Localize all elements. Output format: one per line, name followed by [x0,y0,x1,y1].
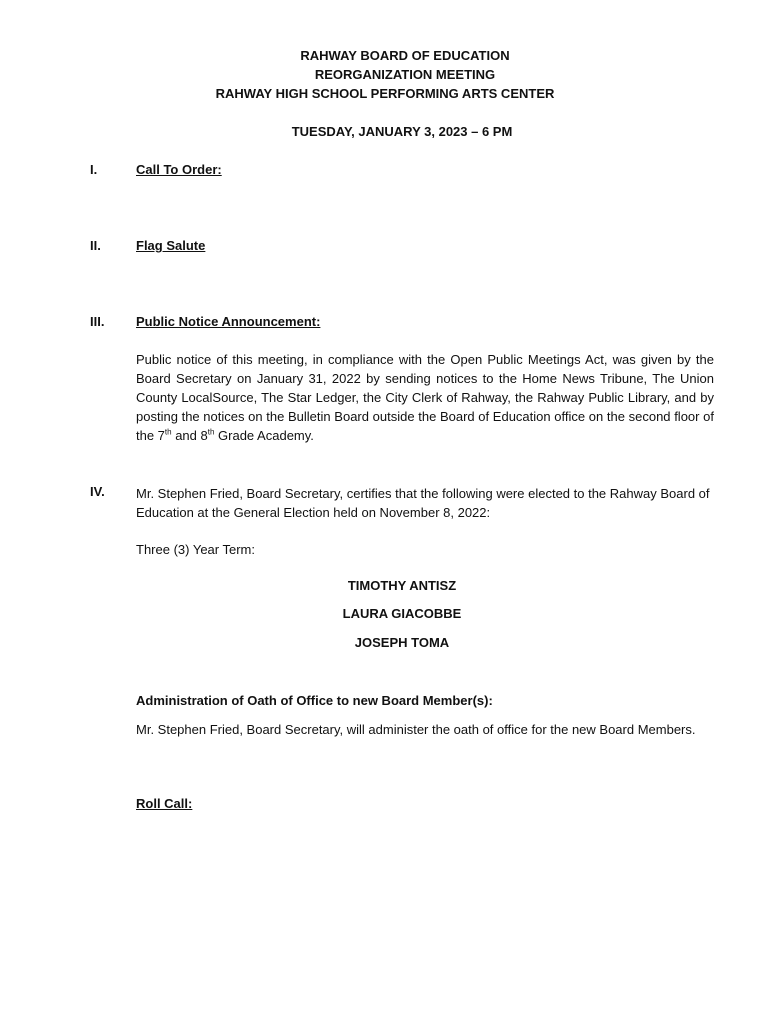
election-certification-text: Mr. Stephen Fried, Board Secretary, certifies that the following were elected to the Rahway Board of Education at the General Election held on November 8, 2022: [136,486,710,520]
section-3-title: Public Notice Announcement: [136,314,321,329]
section-3-number: III. [90,314,105,329]
section-1-number: I. [90,162,98,177]
term-label: Three (3) Year Term: [136,542,255,557]
elected-member-1: TIMOTHY ANTISZ [347,578,457,593]
header-meeting: REORGANIZATION MEETING [314,67,496,82]
elected-member-3: JOSEPH TOMA [354,635,450,650]
roll-call-title: Roll Call: [136,796,193,811]
section-2-title: Flag Salute [136,238,206,253]
superscript-th-1: th [164,427,172,437]
superscript-th-2: th [207,427,215,437]
header-venue: RAHWAY HIGH SCHOOL PERFORMING ARTS CENTER [215,86,555,101]
oath-text: Mr. Stephen Fried, Board Secretary, will administer the oath of office for the new Board Members. [136,722,696,737]
elected-member-2: LAURA GIACOBBE [342,606,462,621]
header-date: TUESDAY, JANUARY 3, 2023 – 6 PM [291,124,513,139]
public-notice-and: and 8 [171,428,208,443]
header-org: RAHWAY BOARD OF EDUCATION [300,48,510,63]
public-notice-text: Public notice of this meeting, in compliance with the Open Public Meetings Act, was given by the Board Secretary on January 31, 2022 by sending notices to the Home News Tribune, The Union County LocalSource, The Star Ledger, the City Clerk of Rahway, the Rahway Public Library, and by posting the notices on the Bulletin Board outside the Board of Education office on the second floor of the 7 [136,352,714,443]
public-notice-paragraph [136,350,714,445]
section-4-number: IV. [90,484,105,499]
oath-title: Administration of Oath of Office to new Board Member(s): [136,693,493,708]
section-1-title: Call To Order: [136,162,222,177]
section-2-number: II. [90,238,101,253]
public-notice-end: Grade Academy. [214,428,314,443]
